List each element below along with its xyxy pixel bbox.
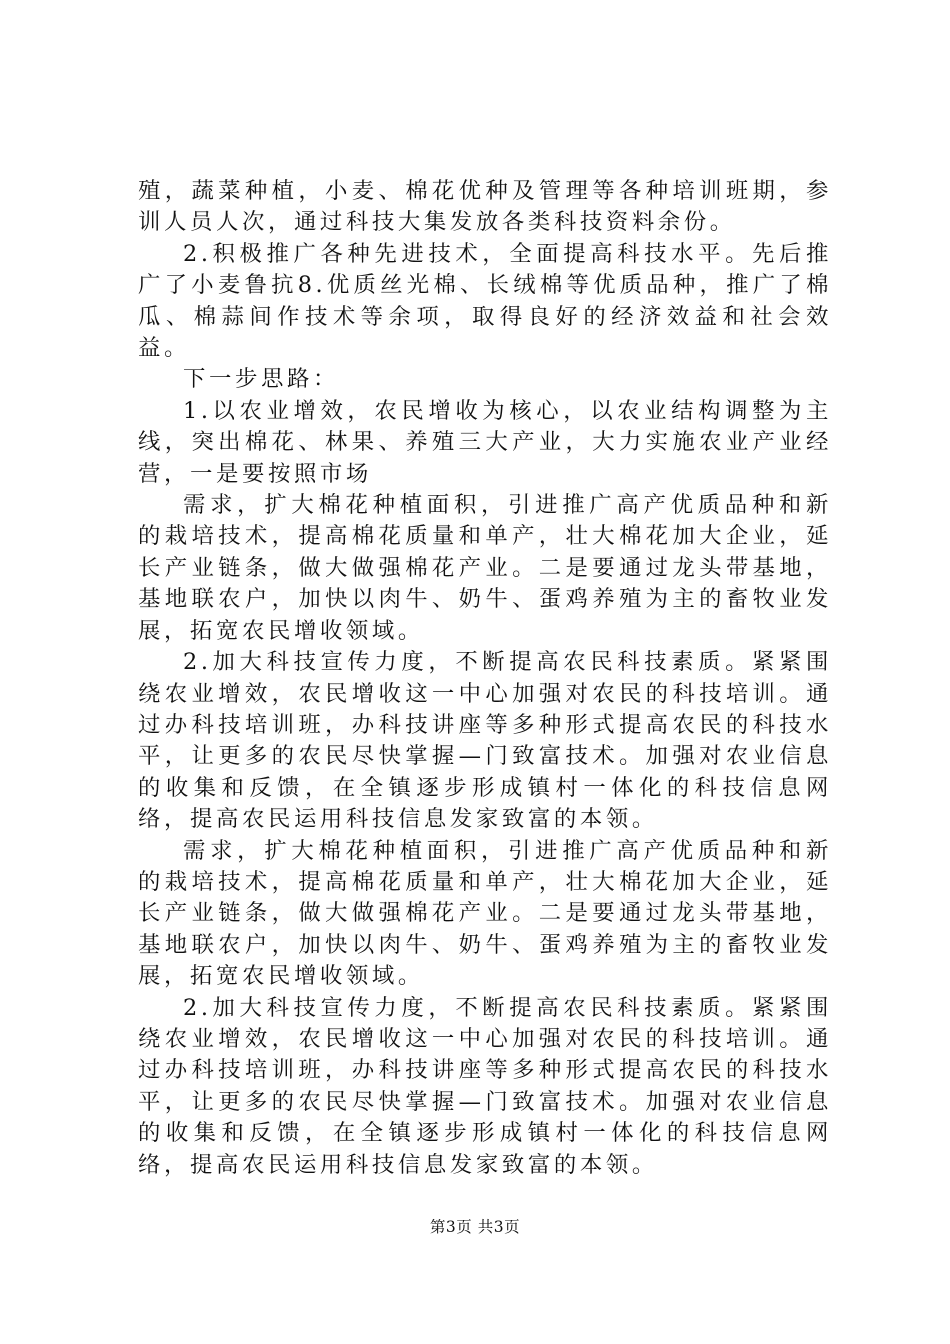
paragraph-science-publicity-repeat: 2.加大科技宣传力度，不断提高农民科技素质。紧紧围绕农业增效，农民增收这一中心加强对农民的科技培训。通过办科技培训班，办科技讲座等多种形式提高农民的科技水平，让更多的农民尽快掌握—门致富技术。加强对农业信息的收集和反馈，在全镇逐步形成镇村一体化的科技信息网络，提高农民运用科技信息发家致富的本领。 — [138, 994, 832, 1178]
paragraph-market-demand-repeat: 需求，扩大棉花种植面积，引进推广高产优质品种和新的栽培技术，提高棉花质量和单产，壮大棉花加大企业，延长产业链条，做大做强棉花产业。二是要通过龙头带基地，基地联农户，加快以肉牛、奶牛、蛋鸡养殖为主的畜牧业发展，拓宽农民增收领域。 — [138, 837, 832, 990]
page-number-footer: 第3页 共3页 — [429, 1218, 521, 1236]
section-heading-next-steps: 下一步思路： — [183, 366, 339, 393]
document-body — [138, 176, 832, 1181]
paragraph-market-demand: 需求，扩大棉花种植面积，引进推广高产优质品种和新的栽培技术，提高棉花质量和单产，壮大棉花加大企业，延长产业链条，做大做强棉花产业。二是要通过龙头带基地，基地联农户，加快以肉牛、奶牛、蛋鸡养殖为主的畜牧业发展，拓宽农民增收领域。 — [138, 492, 832, 644]
paragraph-training-continuation: 殖，蔬菜种植，小麦、棉花优种及管理等各种培训班期，参训人员人次，通过科技大集发放各类科技资料余份。 — [138, 178, 832, 236]
paragraph-agriculture-efficiency: 1.以农业增效，农民增收为核心，以农业结构调整为主线，突出棉花、林果、养殖三大产业，大力实施农业产业经营，一是要按照市场 — [138, 397, 832, 487]
paragraph-promote-technology: 2.积极推广各种先进技术，全面提高科技水平。先后推广了小麦鲁抗8.优质丝光棉、长绒棉等优质品种，推广了棉瓜、棉蒜间作技术等余项，取得良好的经济效益和社会效益。 — [138, 240, 832, 362]
paragraph-science-publicity: 2.加大科技宣传力度，不断提高农民科技素质。紧紧围绕农业增效，农民增收这一中心加强对农民的科技培训。通过办科技培训班，办科技讲座等多种形式提高农民的科技水平，让更多的农民尽快掌握—门致富技术。加强对农业信息的收集和反馈，在全镇逐步形成镇村一体化的科技信息网络，提高农民运用科技信息发家致富的本领。 — [138, 649, 832, 833]
